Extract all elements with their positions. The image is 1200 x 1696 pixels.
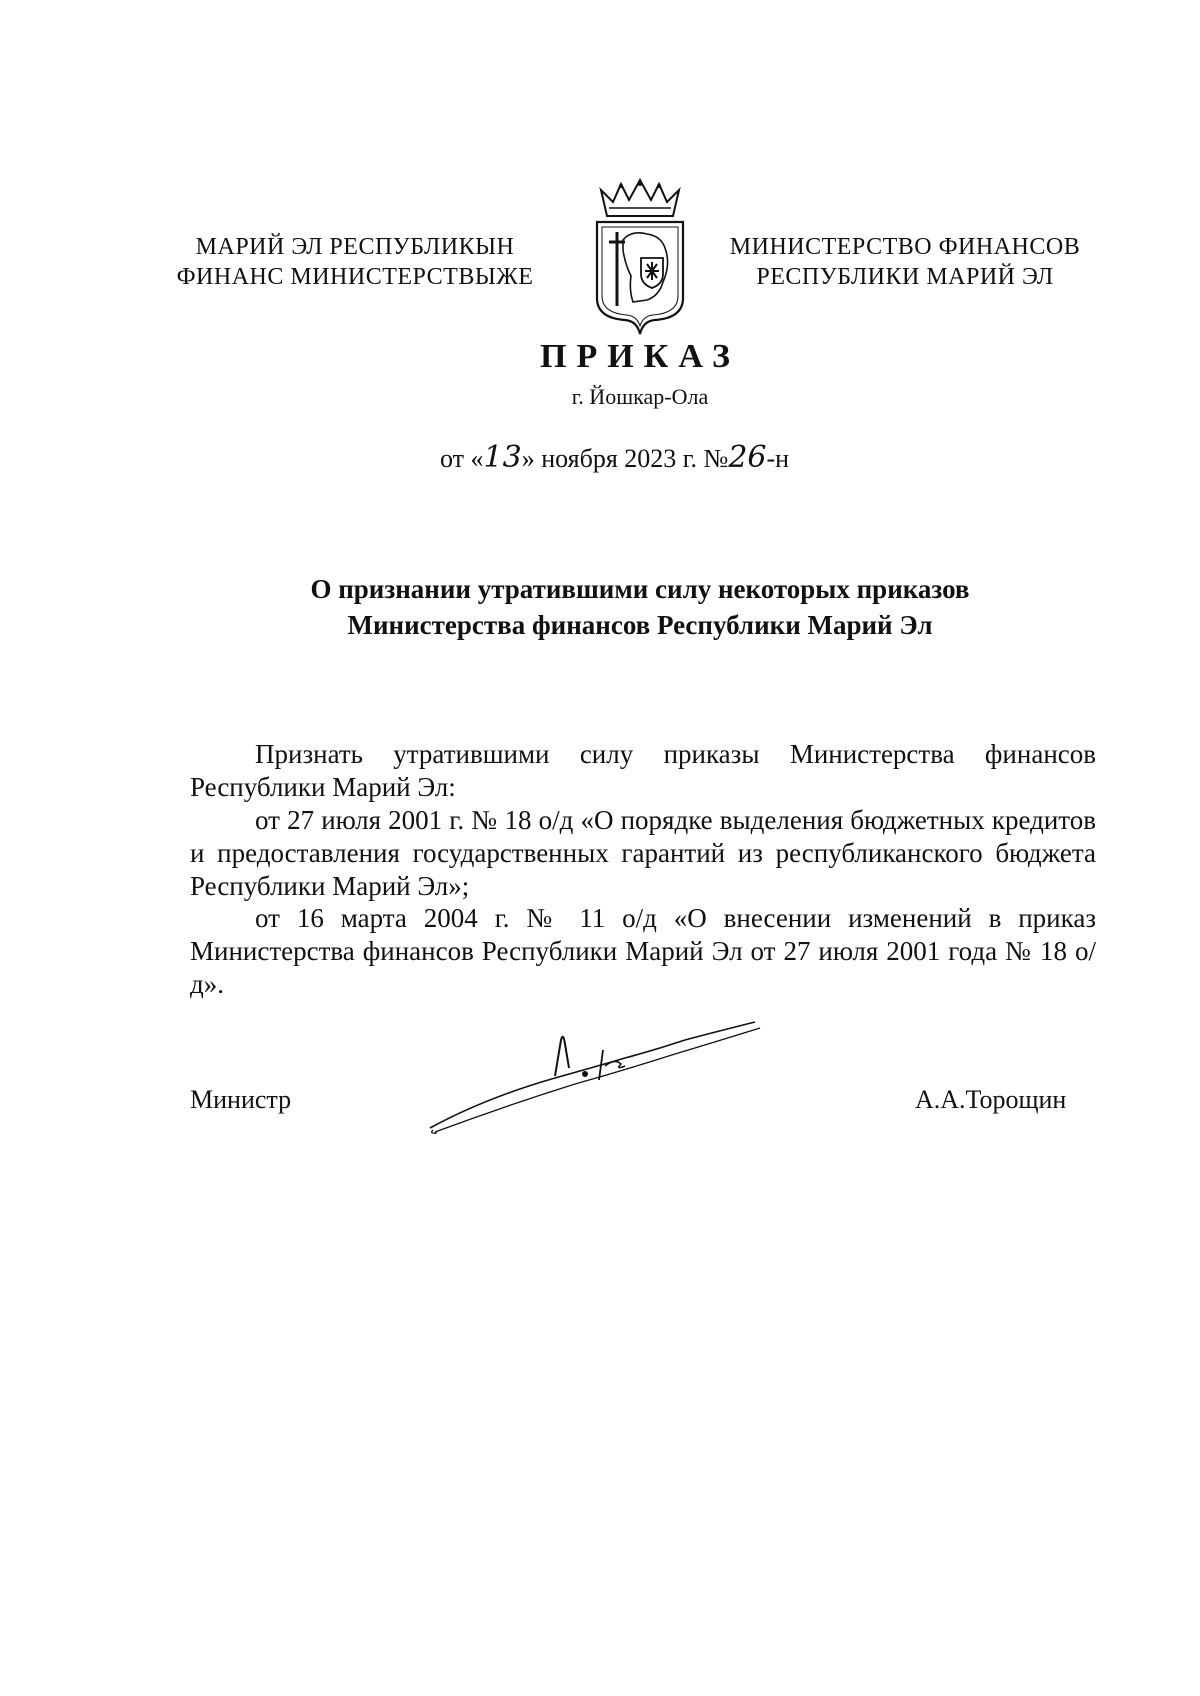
body-paragraph-1: Признать утратившими силу приказы Министерства финансов Республики Марий Эл: xyxy=(190,739,1096,802)
document-number: 26 xyxy=(728,440,767,475)
document-city: г. Йошкар-Ола xyxy=(571,384,709,409)
document-date-line xyxy=(440,440,840,475)
header-right-line1: МИНИСТЕРСТВО ФИНАНСОВ xyxy=(729,234,1081,260)
header-right-line2: РЕСПУБЛИКИ МАРИЙ ЭЛ xyxy=(756,264,1054,290)
document-type: ПРИКАЗ xyxy=(540,338,740,375)
body-paragraph-2: от 27 июля 2001 г. № 18 о/д «О порядке выделения бюджетных кредитов и предоставления государственных гарантий из республиканского бюджета Республики Марий Эл»; xyxy=(190,805,1096,901)
title-line1: О признании утратившими силу некоторых приказов xyxy=(310,574,970,604)
handwritten-signature-icon xyxy=(425,1010,765,1140)
document-title xyxy=(200,571,1080,643)
date-mid: » ноября 2023 г. № xyxy=(521,444,729,473)
header-left-line2: ФИНАНС МИНИСТЕРСТВЫЖЕ xyxy=(176,264,534,290)
signer-position: Министр xyxy=(190,1085,292,1114)
number-suffix: -н xyxy=(766,444,790,473)
header-left-line1: МАРИЙ ЭЛ РЕСПУБЛИКЫН xyxy=(195,234,515,260)
title-line2: Министерства финансов Республики Марий Эл xyxy=(347,610,933,640)
header-left xyxy=(150,232,560,292)
header-right xyxy=(705,232,1105,292)
coat-of-arms-icon xyxy=(585,178,695,338)
date-prefix: от « xyxy=(440,444,484,473)
body-paragraph-3: от 16 марта 2004 г. № 11 о/д «О внесении изменений в приказ Министерства финансов Республики Марий Эл от 27 июля 2001 года № 18 о/д». xyxy=(190,903,1096,999)
date-day: 13 xyxy=(483,440,522,475)
signer-name: А.А.Торощин xyxy=(915,1085,1067,1114)
